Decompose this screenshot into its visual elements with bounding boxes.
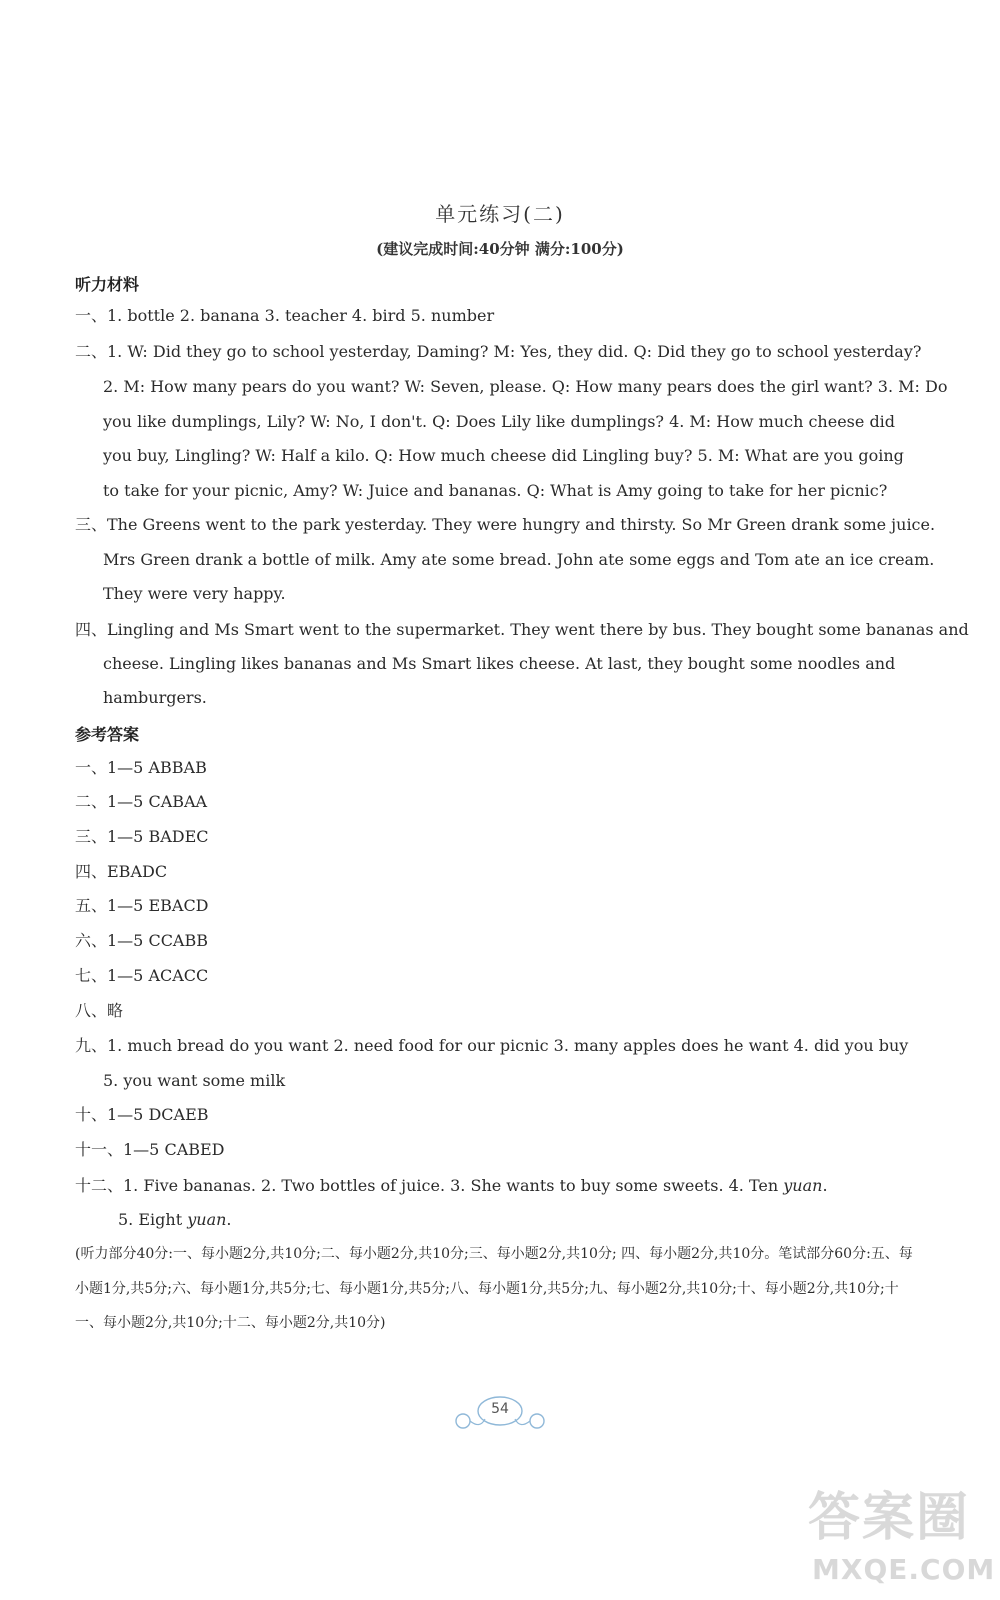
page-subtitle: (建议完成时间:40分钟 满分:100分)	[376, 240, 624, 258]
listening-line: cheese. Lingling likes bananas and Ms Smart likes cheese. At last, they bought some noodles and	[103, 654, 896, 673]
listening-heading: 听力材料	[75, 275, 140, 294]
answer-italic: yuan	[783, 1176, 823, 1195]
listening-line: 四、Lingling and Ms Smart went to the supermarket. They went there by bus. They bought some bananas and	[75, 620, 969, 639]
answer-line: 九、1. much bread do you want 2. need food for our picnic 3. many apples does he want 4. did you buy	[75, 1036, 909, 1055]
answer-text: 5. Eight	[118, 1210, 188, 1229]
answer-line	[75, 1175, 915, 1197]
listening-line: 三、The Greens went to the park yesterday. They were hungry and thirsty. So Mr Green drank some juice.	[75, 515, 936, 534]
page-title: 单元练习(二)	[435, 202, 565, 226]
listening-line: 二、1. W: Did they go to school yesterday, Daming? M: Yes, they did. Q: Did they go to school yesterday?	[75, 342, 922, 361]
answer-italic: yuan	[187, 1210, 227, 1229]
listening-line: Mrs Green drank a bottle of milk. Amy ate some bread. John ate some eggs and Tom ate an ice cream.	[103, 550, 935, 569]
listening-line: They were very happy.	[103, 584, 286, 603]
listening-line: 2. M: How many pears do you want? W: Seven, please. Q: How many pears does the girl want? 3. M: Do	[103, 377, 948, 396]
answer-line: 十一、1—5 CABED	[75, 1140, 225, 1159]
answer-line: 一、1—5 ABBAB	[75, 758, 207, 777]
listening-line: you like dumplings, Lily? W: No, I don't. Q: Does Lily like dumplings? 4. M: How much cheese did	[103, 412, 896, 431]
watermark-logo-text: 答案圈	[808, 1488, 971, 1548]
scoring-note: (听力部分40分:一、每小题2分,共10分;二、每小题2分,共10分;三、每小题2分,共10分; 四、每小题2分,共10分。笔试部分60分:五、每小题1分,共5分;六、每小题1分,共5分;七、每小题1分,共5分;八、每小题1分,共5分;九、每小题2分,共10分;十、每小题2分,共10分;十一、每小题2分,共10分;十二、每小题2分,共10分)	[75, 1246, 913, 1331]
site-watermark	[790, 1465, 996, 1595]
answers-heading: 参考答案	[75, 725, 140, 744]
watermark-url: MXQE.COM	[812, 1553, 996, 1586]
answer-line: 四、EBADC	[75, 862, 168, 881]
listening-line: to take for your picnic, Amy? W: Juice and bananas. Q: What is Amy going to take for her picnic?	[103, 481, 888, 500]
answer-text: 十二、1. Five bananas. 2. Two bottles of juice. 3. She wants to buy some sweets. 4. Ten	[75, 1176, 784, 1195]
listening-line: 一、1. bottle 2. banana 3. teacher 4. bird 5. number	[75, 306, 495, 325]
listening-line: you buy, Lingling? W: Half a kilo. Q: How much cheese did Lingling buy? 5. M: What are you going	[103, 446, 904, 465]
answer-text: .	[226, 1210, 232, 1229]
answer-line: 八、略	[75, 1001, 124, 1020]
answer-line: 十、1—5 DCAEB	[75, 1105, 209, 1124]
page-number	[445, 1393, 555, 1433]
page-number-text: 54	[491, 1401, 509, 1417]
answer-text: .	[822, 1176, 828, 1195]
answer-line: 五、1—5 EBACD	[75, 896, 209, 915]
answer-line: 二、1—5 CABAA	[75, 792, 208, 811]
answer-line: 5. you want some milk	[103, 1071, 286, 1090]
answer-line	[118, 1209, 958, 1231]
answer-line: 七、1—5 ACACC	[75, 966, 209, 985]
answer-line: 六、1—5 CCABB	[75, 931, 209, 950]
listening-line: hamburgers.	[103, 688, 207, 707]
answer-line: 三、1—5 BADEC	[75, 827, 209, 846]
